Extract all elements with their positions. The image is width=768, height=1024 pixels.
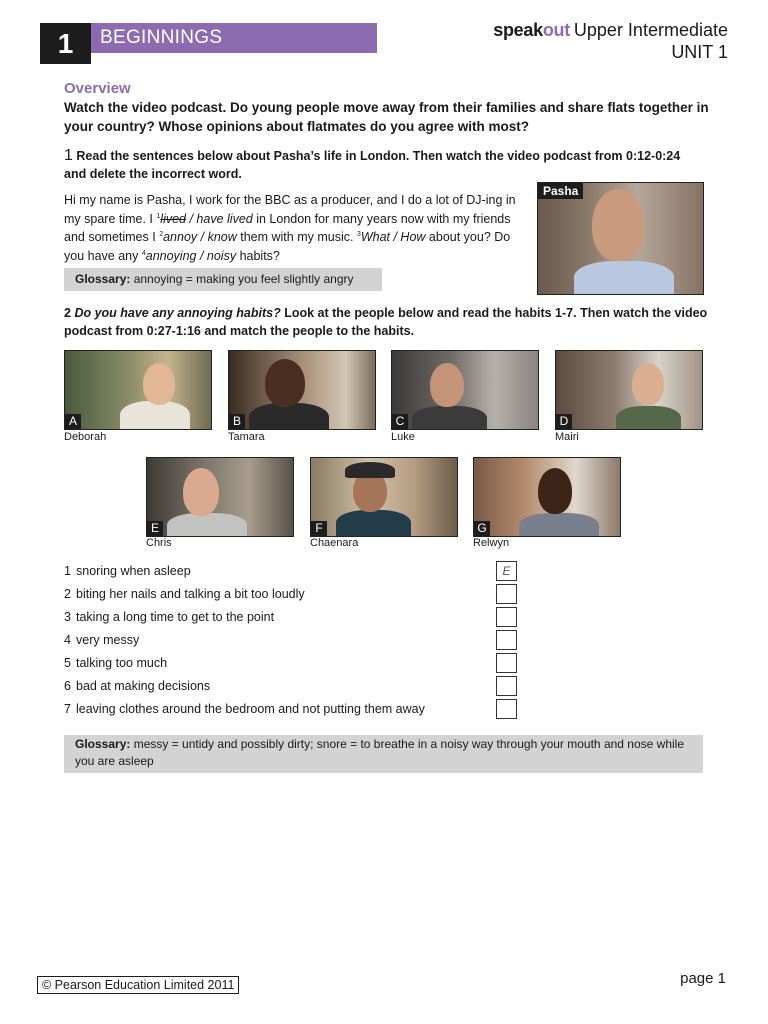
unit-number-badge: 1 bbox=[40, 23, 91, 64]
exercise1-instruction-text: Read the sentences below about Pasha’s life in London. Then watch the video podcast from 0:12-0:24 and delete the incorrect word. bbox=[64, 149, 681, 181]
photo-shape bbox=[632, 363, 664, 405]
answer-box[interactable]: E bbox=[496, 561, 517, 581]
gap-option: annoy / know bbox=[163, 230, 237, 245]
brand-logo-speak: speak bbox=[493, 20, 543, 40]
habit-item bbox=[64, 679, 210, 693]
photo-shape bbox=[592, 189, 644, 261]
photo-letter: F bbox=[311, 521, 327, 536]
photo-letter: C bbox=[392, 414, 408, 429]
page-number: page 1 bbox=[680, 970, 726, 987]
photo-letter: D bbox=[556, 414, 572, 429]
habit-text: very messy bbox=[76, 633, 140, 647]
glossary-text: messy = untidy and possibly dirty; snore = to breathe in a noisy way through your mouth and nose while you are asleep bbox=[75, 737, 684, 768]
answer-box[interactable] bbox=[496, 584, 517, 604]
habit-text: bad at making decisions bbox=[76, 679, 211, 693]
gap-number: 3 bbox=[356, 231, 361, 239]
photo-letter: G bbox=[474, 521, 490, 536]
photo-shape bbox=[265, 359, 305, 407]
photo-shape bbox=[538, 468, 572, 514]
exercise2-instruction-text: Look at the people below and read the habits 1-7. Then watch the video podcast from 0:27-1:16 and match the people to the habits. bbox=[64, 306, 708, 338]
brand-block bbox=[493, 19, 728, 63]
habit-number: 2 bbox=[64, 587, 71, 601]
habit-item bbox=[64, 610, 274, 624]
person-photo bbox=[228, 350, 376, 430]
crossed-option: lived bbox=[160, 211, 187, 226]
exercise2-instruction bbox=[64, 304, 714, 340]
pasha-text bbox=[64, 192, 519, 264]
gap-option: What / How bbox=[360, 230, 426, 245]
glossary-text: annoying = making you feel slightly angry bbox=[130, 272, 354, 286]
habit-item bbox=[64, 633, 139, 647]
habit-text: snoring when asleep bbox=[76, 564, 191, 578]
habit-item bbox=[64, 702, 425, 716]
habit-text: talking too much bbox=[76, 656, 168, 670]
habit-number: 4 bbox=[64, 633, 71, 647]
brand-logo-out: out bbox=[542, 20, 570, 40]
exercise1-instruction bbox=[64, 147, 704, 183]
habit-text: taking a long time to get to the point bbox=[76, 610, 275, 624]
person-photo bbox=[146, 457, 294, 537]
person-photo bbox=[64, 350, 212, 430]
habit-item bbox=[64, 656, 167, 670]
person-photo bbox=[473, 457, 621, 537]
habit-number: 1 bbox=[64, 564, 71, 578]
person-name: Chris bbox=[146, 537, 172, 549]
exercise2-question: Do you have any annoying habits? bbox=[74, 306, 281, 320]
pasha-text-part: about you? Do you have any bbox=[64, 230, 511, 263]
photo-shape bbox=[574, 261, 674, 295]
person-photo bbox=[555, 350, 703, 430]
exercise2-number: 2 bbox=[64, 306, 71, 320]
habit-item bbox=[64, 564, 191, 578]
course-level: Upper Intermediate bbox=[573, 20, 728, 40]
photo-shape bbox=[167, 513, 247, 537]
pasha-photo bbox=[537, 182, 704, 295]
unit-title: BEGINNINGS bbox=[91, 23, 377, 53]
pasha-text-part: Hi my name is Pasha, I work for the BBC as a producer, and I do a lot of DJ-ing in my spare time. I bbox=[64, 193, 516, 226]
person-name: Chaenara bbox=[310, 537, 359, 549]
photo-shape bbox=[616, 406, 681, 430]
person-name: Relwyn bbox=[473, 537, 510, 549]
glossary-box-2 bbox=[64, 735, 703, 773]
answer-box[interactable] bbox=[496, 699, 517, 719]
answer-box[interactable] bbox=[496, 653, 517, 673]
habit-text: leaving clothes around the bedroom and not putting them away bbox=[76, 702, 425, 716]
copyright-notice: © Pearson Education Limited 2011 bbox=[37, 976, 239, 994]
person-name: Tamara bbox=[228, 431, 265, 443]
pasha-text-part: in London for many years now with my friends and sometimes I bbox=[64, 211, 511, 245]
overview-heading: Overview bbox=[64, 80, 131, 97]
habit-number: 3 bbox=[64, 610, 71, 624]
gap-number: 2 bbox=[159, 231, 164, 239]
overview-text: Watch the video podcast. Do young people move away from their families and share flats together in your country? Whose opinions about flatmates do you agree with most? bbox=[64, 100, 709, 134]
answer-box[interactable] bbox=[496, 607, 517, 627]
habit-number: 6 bbox=[64, 679, 71, 693]
person-photo bbox=[310, 457, 458, 537]
answer-box[interactable] bbox=[496, 676, 517, 696]
photo-shape bbox=[183, 468, 219, 516]
photo-shape bbox=[412, 406, 487, 430]
habit-number: 7 bbox=[64, 702, 71, 716]
photo-shape bbox=[143, 363, 175, 405]
pasha-label: Pasha bbox=[538, 183, 583, 199]
gap-option: / have lived bbox=[186, 211, 253, 226]
photo-letter: A bbox=[65, 414, 81, 429]
photo-shape bbox=[120, 401, 190, 430]
gap-option: annoying / noisy bbox=[145, 248, 237, 263]
photo-shape bbox=[519, 513, 599, 537]
gap-number: 4 bbox=[141, 249, 146, 257]
photo-shape bbox=[249, 403, 329, 430]
photo-letter: B bbox=[229, 414, 245, 429]
exercise1-number: 1 bbox=[64, 147, 73, 164]
habit-number: 5 bbox=[64, 656, 71, 670]
glossary-box-1 bbox=[64, 268, 382, 291]
pasha-text-part: them with my music. bbox=[236, 230, 357, 245]
person-name: Deborah bbox=[64, 431, 107, 443]
glossary-label: Glossary: bbox=[75, 737, 131, 751]
photo-shape bbox=[336, 510, 411, 537]
unit-label: UNIT 1 bbox=[671, 42, 728, 62]
habit-text: biting her nails and talking a bit too loudly bbox=[76, 587, 305, 601]
habit-item bbox=[64, 587, 305, 601]
hat-shape bbox=[345, 462, 395, 478]
gap-number: 1 bbox=[156, 212, 161, 220]
photo-letter: E bbox=[147, 521, 163, 536]
answer-box[interactable] bbox=[496, 630, 517, 650]
pasha-text-part: habits? bbox=[236, 248, 280, 263]
person-name: Luke bbox=[391, 431, 415, 443]
person-name: Mairi bbox=[555, 431, 579, 443]
person-photo bbox=[391, 350, 539, 430]
glossary-label: Glossary: bbox=[75, 272, 131, 286]
photo-shape bbox=[430, 363, 464, 407]
